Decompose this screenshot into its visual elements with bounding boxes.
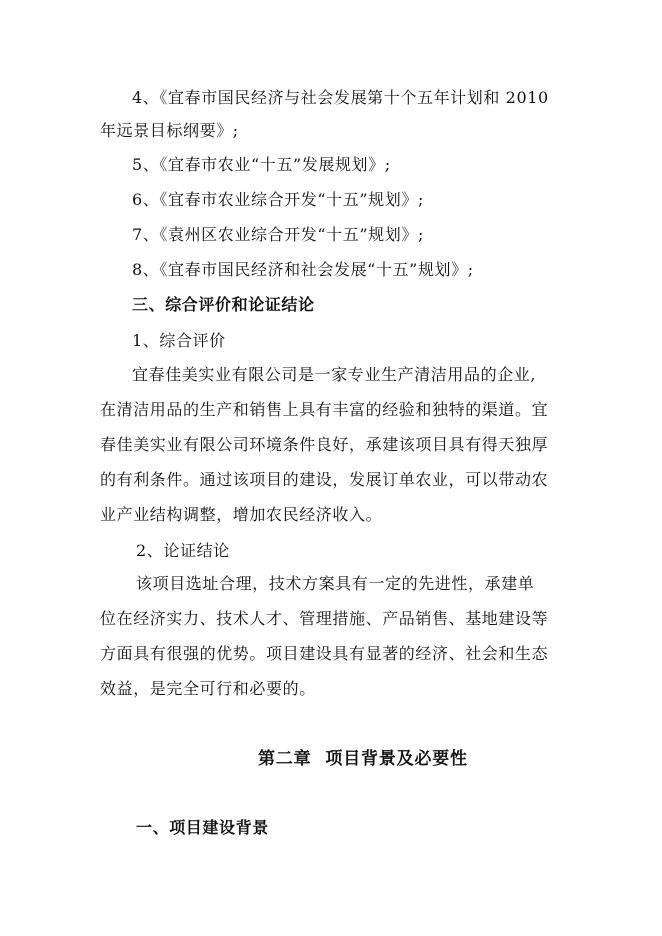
reference-item-4-line1: 4、《宜春市国民经济与社会发展第十个五年计划和 2010 [132,88,549,107]
reference-item-6: 6、《宜春市农业综合开发“十五”规划》; [132,190,424,209]
section-1-heading: 一、项目建设背景 [136,818,269,837]
reference-item-8: 8、《宜春市国民经济和社会发展“十五”规划》; [132,260,474,279]
subsection-1-heading: 1、综合评价 [132,331,226,350]
subsection-2-heading: 2、论证结论 [136,541,230,560]
reference-item-7: 7、《袁州区农业综合开发“十五”规划》; [132,225,424,244]
paragraph-2-line: 位在经济实力、技术人才、管理措施、产品销售、基地建设等 [100,609,549,628]
paragraph-1-line: 在清洁用品的生产和销售上具有丰富的经验和独特的渠道。宜 [100,400,549,419]
reference-item-5: 5、《宜春市农业“十五”发展规划》; [132,155,391,174]
reference-item-4-line2: 年远景目标纲要》; [100,121,239,140]
paragraph-2-line: 方面具有很强的优势。项目建设具有显著的经济、社会和生态 [100,644,549,663]
paragraph-2-line: 效益，是完全可行和必要的。 [100,679,316,698]
paragraph-2-line: 该项目选址合理，技术方案具有一定的先进性，承建单 [136,574,535,593]
paragraph-1-line: 春佳美实业有限公司环境条件良好，承建该项目具有得天独厚 [100,435,549,454]
chapter-2-title: 项目背景及必要性 [325,749,468,769]
paragraph-1-line: 的有利条件。通过该项目的建设，发展订单农业，可以带动农 [100,470,549,489]
chapter-2-number: 第二章 [258,749,312,769]
section-3-heading: 三、综合评价和论证结论 [132,295,315,314]
chapter-2-heading [258,748,468,770]
paragraph-1-line: 宜春佳美实业有限公司是一家专业生产清洁用品的企业, [132,365,537,384]
paragraph-1-line: 业产业结构调整，增加农民经济收入。 [100,505,383,524]
